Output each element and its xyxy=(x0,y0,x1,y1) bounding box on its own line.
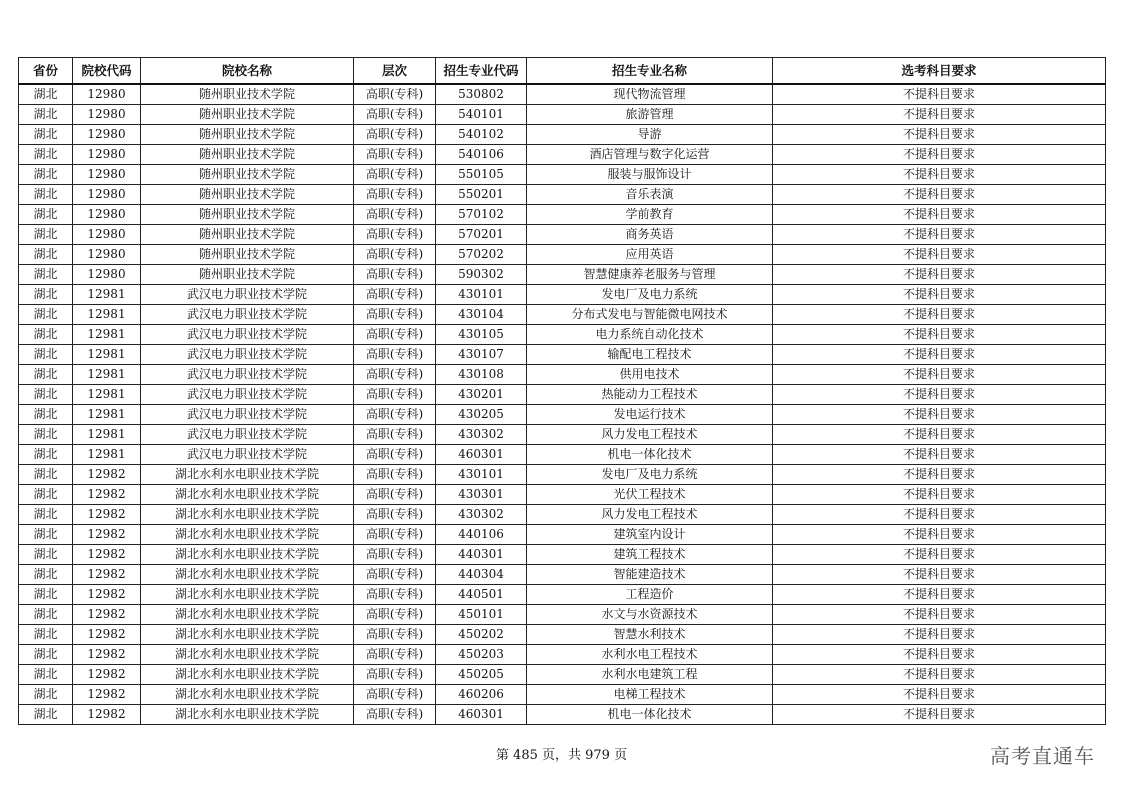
table-row xyxy=(19,145,1106,165)
school-code-cell: 12982 xyxy=(73,525,141,545)
table-row xyxy=(19,505,1106,525)
school-code-cell: 12980 xyxy=(73,105,141,125)
school-code-cell: 12982 xyxy=(73,705,141,725)
school-name-cell: 湖北水利水电职业技术学院 xyxy=(141,685,354,705)
admissions-table xyxy=(18,57,1106,725)
province-cell: 湖北 xyxy=(19,365,73,385)
table-row xyxy=(19,325,1106,345)
school-name-cell: 随州职业技术学院 xyxy=(141,185,354,205)
school-code-cell: 12982 xyxy=(73,585,141,605)
subject-requirement-cell: 不提科目要求 xyxy=(773,505,1106,525)
province-cell: 湖北 xyxy=(19,585,73,605)
school-code-cell: 12982 xyxy=(73,605,141,625)
level-cell: 高职(专科) xyxy=(354,305,436,325)
table-row xyxy=(19,265,1106,285)
table-row xyxy=(19,585,1106,605)
school-code-cell: 12981 xyxy=(73,425,141,445)
major-name-cell: 酒店管理与数字化运营 xyxy=(527,145,773,165)
level-cell: 高职(专科) xyxy=(354,545,436,565)
major-name-cell: 发电厂及电力系统 xyxy=(527,285,773,305)
subject-requirement-cell: 不提科目要求 xyxy=(773,245,1106,265)
major-code-cell: 460301 xyxy=(436,705,527,725)
subject-requirement-cell: 不提科目要求 xyxy=(773,165,1106,185)
table-row xyxy=(19,305,1106,325)
province-cell: 湖北 xyxy=(19,685,73,705)
major-name-cell: 现代物流管理 xyxy=(527,84,773,105)
major-code-cell: 430104 xyxy=(436,305,527,325)
school-name-cell: 武汉电力职业技术学院 xyxy=(141,365,354,385)
header-major-name: 招生专业名称 xyxy=(527,58,773,85)
level-cell: 高职(专科) xyxy=(354,365,436,385)
page-number: 第 485 页，共 979 页 xyxy=(495,748,628,763)
level-cell: 高职(专科) xyxy=(354,84,436,105)
subject-requirement-cell: 不提科目要求 xyxy=(773,545,1106,565)
header-school-name: 院校名称 xyxy=(141,58,354,85)
subject-requirement-cell: 不提科目要求 xyxy=(773,325,1106,345)
school-code-cell: 12982 xyxy=(73,645,141,665)
major-name-cell: 发电运行技术 xyxy=(527,405,773,425)
table-row xyxy=(19,705,1106,725)
major-code-cell: 430302 xyxy=(436,425,527,445)
province-cell: 湖北 xyxy=(19,125,73,145)
major-name-cell: 风力发电工程技术 xyxy=(527,425,773,445)
school-code-cell: 12980 xyxy=(73,185,141,205)
province-cell: 湖北 xyxy=(19,405,73,425)
major-name-cell: 导游 xyxy=(527,125,773,145)
school-name-cell: 湖北水利水电职业技术学院 xyxy=(141,645,354,665)
major-code-cell: 570202 xyxy=(436,245,527,265)
school-name-cell: 湖北水利水电职业技术学院 xyxy=(141,485,354,505)
table-row xyxy=(19,405,1106,425)
school-code-cell: 12981 xyxy=(73,345,141,365)
level-cell: 高职(专科) xyxy=(354,225,436,245)
major-code-cell: 460206 xyxy=(436,685,527,705)
school-name-cell: 随州职业技术学院 xyxy=(141,205,354,225)
major-code-cell: 570201 xyxy=(436,225,527,245)
major-code-cell: 440106 xyxy=(436,525,527,545)
school-code-cell: 12982 xyxy=(73,485,141,505)
major-name-cell: 水利水电建筑工程 xyxy=(527,665,773,685)
subject-requirement-cell: 不提科目要求 xyxy=(773,145,1106,165)
level-cell: 高职(专科) xyxy=(354,105,436,125)
school-name-cell: 武汉电力职业技术学院 xyxy=(141,445,354,465)
school-code-cell: 12981 xyxy=(73,285,141,305)
table-row xyxy=(19,685,1106,705)
table-row xyxy=(19,645,1106,665)
school-name-cell: 湖北水利水电职业技术学院 xyxy=(141,525,354,545)
level-cell: 高职(专科) xyxy=(354,645,436,665)
school-name-cell: 湖北水利水电职业技术学院 xyxy=(141,565,354,585)
school-name-cell: 武汉电力职业技术学院 xyxy=(141,285,354,305)
table-row xyxy=(19,365,1106,385)
major-name-cell: 发电厂及电力系统 xyxy=(527,465,773,485)
level-cell: 高职(专科) xyxy=(354,385,436,405)
major-name-cell: 供用电技术 xyxy=(527,365,773,385)
major-name-cell: 旅游管理 xyxy=(527,105,773,125)
school-code-cell: 12980 xyxy=(73,265,141,285)
level-cell: 高职(专科) xyxy=(354,525,436,545)
school-code-cell: 12980 xyxy=(73,84,141,105)
school-code-cell: 12980 xyxy=(73,145,141,165)
level-cell: 高职(专科) xyxy=(354,685,436,705)
level-cell: 高职(专科) xyxy=(354,345,436,365)
subject-requirement-cell: 不提科目要求 xyxy=(773,465,1106,485)
subject-requirement-cell: 不提科目要求 xyxy=(773,685,1106,705)
province-cell: 湖北 xyxy=(19,205,73,225)
school-code-cell: 12980 xyxy=(73,165,141,185)
school-name-cell: 随州职业技术学院 xyxy=(141,145,354,165)
school-name-cell: 湖北水利水电职业技术学院 xyxy=(141,665,354,685)
table-row xyxy=(19,485,1106,505)
school-code-cell: 12981 xyxy=(73,445,141,465)
major-code-cell: 440304 xyxy=(436,565,527,585)
school-code-cell: 12981 xyxy=(73,385,141,405)
province-cell: 湖北 xyxy=(19,265,73,285)
province-cell: 湖北 xyxy=(19,705,73,725)
school-name-cell: 湖北水利水电职业技术学院 xyxy=(141,505,354,525)
major-code-cell: 430205 xyxy=(436,405,527,425)
province-cell: 湖北 xyxy=(19,345,73,365)
major-code-cell: 440501 xyxy=(436,585,527,605)
level-cell: 高职(专科) xyxy=(354,165,436,185)
major-code-cell: 430108 xyxy=(436,365,527,385)
level-cell: 高职(专科) xyxy=(354,185,436,205)
major-name-cell: 机电一体化技术 xyxy=(527,445,773,465)
major-name-cell: 风力发电工程技术 xyxy=(527,505,773,525)
subject-requirement-cell: 不提科目要求 xyxy=(773,425,1106,445)
major-code-cell: 570102 xyxy=(436,205,527,225)
province-cell: 湖北 xyxy=(19,325,73,345)
province-cell: 湖北 xyxy=(19,465,73,485)
school-name-cell: 湖北水利水电职业技术学院 xyxy=(141,585,354,605)
school-name-cell: 湖北水利水电职业技术学院 xyxy=(141,705,354,725)
table-row xyxy=(19,285,1106,305)
subject-requirement-cell: 不提科目要求 xyxy=(773,565,1106,585)
school-name-cell: 湖北水利水电职业技术学院 xyxy=(141,605,354,625)
subject-requirement-cell: 不提科目要求 xyxy=(773,285,1106,305)
school-code-cell: 12982 xyxy=(73,465,141,485)
subject-requirement-cell: 不提科目要求 xyxy=(773,84,1106,105)
major-code-cell: 430201 xyxy=(436,385,527,405)
level-cell: 高职(专科) xyxy=(354,245,436,265)
major-code-cell: 430301 xyxy=(436,485,527,505)
subject-requirement-cell: 不提科目要求 xyxy=(773,385,1106,405)
table-header-row xyxy=(19,58,1106,85)
table-row xyxy=(19,345,1106,365)
major-name-cell: 服装与服饰设计 xyxy=(527,165,773,185)
province-cell: 湖北 xyxy=(19,525,73,545)
school-name-cell: 武汉电力职业技术学院 xyxy=(141,325,354,345)
level-cell: 高职(专科) xyxy=(354,505,436,525)
header-province: 省份 xyxy=(19,58,73,85)
province-cell: 湖北 xyxy=(19,385,73,405)
school-name-cell: 随州职业技术学院 xyxy=(141,105,354,125)
province-cell: 湖北 xyxy=(19,305,73,325)
header-level: 层次 xyxy=(354,58,436,85)
table-row xyxy=(19,225,1106,245)
school-code-cell: 12980 xyxy=(73,125,141,145)
school-name-cell: 武汉电力职业技术学院 xyxy=(141,345,354,365)
major-name-cell: 建筑室内设计 xyxy=(527,525,773,545)
level-cell: 高职(专科) xyxy=(354,325,436,345)
level-cell: 高职(专科) xyxy=(354,705,436,725)
level-cell: 高职(专科) xyxy=(354,425,436,445)
province-cell: 湖北 xyxy=(19,625,73,645)
table-row xyxy=(19,165,1106,185)
province-cell: 湖北 xyxy=(19,105,73,125)
level-cell: 高职(专科) xyxy=(354,465,436,485)
subject-requirement-cell: 不提科目要求 xyxy=(773,625,1106,645)
province-cell: 湖北 xyxy=(19,545,73,565)
header-subject-requirement: 选考科目要求 xyxy=(773,58,1106,85)
major-name-cell: 分布式发电与智能微电网技术 xyxy=(527,305,773,325)
subject-requirement-cell: 不提科目要求 xyxy=(773,125,1106,145)
school-code-cell: 12981 xyxy=(73,305,141,325)
major-code-cell: 430101 xyxy=(436,285,527,305)
province-cell: 湖北 xyxy=(19,165,73,185)
school-code-cell: 12982 xyxy=(73,565,141,585)
table-row xyxy=(19,525,1106,545)
major-name-cell: 工程造价 xyxy=(527,585,773,605)
table-row xyxy=(19,84,1106,105)
major-code-cell: 440301 xyxy=(436,545,527,565)
level-cell: 高职(专科) xyxy=(354,405,436,425)
school-name-cell: 随州职业技术学院 xyxy=(141,245,354,265)
major-name-cell: 热能动力工程技术 xyxy=(527,385,773,405)
subject-requirement-cell: 不提科目要求 xyxy=(773,645,1106,665)
subject-requirement-cell: 不提科目要求 xyxy=(773,345,1106,365)
school-name-cell: 武汉电力职业技术学院 xyxy=(141,405,354,425)
table-row xyxy=(19,185,1106,205)
major-code-cell: 530802 xyxy=(436,84,527,105)
school-code-cell: 12982 xyxy=(73,545,141,565)
school-code-cell: 12980 xyxy=(73,205,141,225)
level-cell: 高职(专科) xyxy=(354,265,436,285)
major-name-cell: 水文与水资源技术 xyxy=(527,605,773,625)
school-name-cell: 武汉电力职业技术学院 xyxy=(141,305,354,325)
school-name-cell: 湖北水利水电职业技术学院 xyxy=(141,625,354,645)
school-code-cell: 12982 xyxy=(73,665,141,685)
school-code-cell: 12982 xyxy=(73,505,141,525)
major-name-cell: 学前教育 xyxy=(527,205,773,225)
table-row xyxy=(19,125,1106,145)
school-code-cell: 12981 xyxy=(73,325,141,345)
major-code-cell: 590302 xyxy=(436,265,527,285)
level-cell: 高职(专科) xyxy=(354,565,436,585)
province-cell: 湖北 xyxy=(19,84,73,105)
school-code-cell: 12980 xyxy=(73,225,141,245)
major-name-cell: 音乐表演 xyxy=(527,185,773,205)
school-code-cell: 12980 xyxy=(73,245,141,265)
major-name-cell: 输配电工程技术 xyxy=(527,345,773,365)
major-name-cell: 水利水电工程技术 xyxy=(527,645,773,665)
watermark-text: 高考直通车 xyxy=(990,744,1095,768)
level-cell: 高职(专科) xyxy=(354,605,436,625)
major-code-cell: 550105 xyxy=(436,165,527,185)
table-row xyxy=(19,565,1106,585)
table-row xyxy=(19,245,1106,265)
subject-requirement-cell: 不提科目要求 xyxy=(773,585,1106,605)
table-row xyxy=(19,425,1106,445)
subject-requirement-cell: 不提科目要求 xyxy=(773,605,1106,625)
province-cell: 湖北 xyxy=(19,645,73,665)
table-row xyxy=(19,205,1106,225)
level-cell: 高职(专科) xyxy=(354,665,436,685)
major-code-cell: 430105 xyxy=(436,325,527,345)
school-name-cell: 随州职业技术学院 xyxy=(141,125,354,145)
major-name-cell: 电梯工程技术 xyxy=(527,685,773,705)
table-row xyxy=(19,665,1106,685)
province-cell: 湖北 xyxy=(19,485,73,505)
level-cell: 高职(专科) xyxy=(354,125,436,145)
subject-requirement-cell: 不提科目要求 xyxy=(773,405,1106,425)
major-code-cell: 540106 xyxy=(436,145,527,165)
province-cell: 湖北 xyxy=(19,425,73,445)
school-name-cell: 湖北水利水电职业技术学院 xyxy=(141,545,354,565)
major-code-cell: 550201 xyxy=(436,185,527,205)
subject-requirement-cell: 不提科目要求 xyxy=(773,445,1106,465)
level-cell: 高职(专科) xyxy=(354,625,436,645)
level-cell: 高职(专科) xyxy=(354,285,436,305)
school-code-cell: 12981 xyxy=(73,405,141,425)
table-row xyxy=(19,625,1106,645)
level-cell: 高职(专科) xyxy=(354,145,436,165)
table-row xyxy=(19,105,1106,125)
major-code-cell: 450203 xyxy=(436,645,527,665)
subject-requirement-cell: 不提科目要求 xyxy=(773,225,1106,245)
province-cell: 湖北 xyxy=(19,665,73,685)
school-name-cell: 随州职业技术学院 xyxy=(141,165,354,185)
subject-requirement-cell: 不提科目要求 xyxy=(773,105,1106,125)
subject-requirement-cell: 不提科目要求 xyxy=(773,665,1106,685)
major-code-cell: 450101 xyxy=(436,605,527,625)
province-cell: 湖北 xyxy=(19,605,73,625)
table-row xyxy=(19,605,1106,625)
subject-requirement-cell: 不提科目要求 xyxy=(773,525,1106,545)
major-code-cell: 430302 xyxy=(436,505,527,525)
major-name-cell: 智慧水利技术 xyxy=(527,625,773,645)
province-cell: 湖北 xyxy=(19,565,73,585)
major-name-cell: 智能建造技术 xyxy=(527,565,773,585)
header-major-code: 招生专业代码 xyxy=(436,58,527,85)
table-row xyxy=(19,545,1106,565)
major-code-cell: 540102 xyxy=(436,125,527,145)
level-cell: 高职(专科) xyxy=(354,205,436,225)
province-cell: 湖北 xyxy=(19,185,73,205)
major-name-cell: 机电一体化技术 xyxy=(527,705,773,725)
school-name-cell: 武汉电力职业技术学院 xyxy=(141,425,354,445)
subject-requirement-cell: 不提科目要求 xyxy=(773,265,1106,285)
school-name-cell: 随州职业技术学院 xyxy=(141,84,354,105)
school-code-cell: 12982 xyxy=(73,625,141,645)
level-cell: 高职(专科) xyxy=(354,445,436,465)
subject-requirement-cell: 不提科目要求 xyxy=(773,485,1106,505)
table-row xyxy=(19,445,1106,465)
school-name-cell: 随州职业技术学院 xyxy=(141,265,354,285)
major-name-cell: 建筑工程技术 xyxy=(527,545,773,565)
province-cell: 湖北 xyxy=(19,505,73,525)
school-code-cell: 12982 xyxy=(73,685,141,705)
subject-requirement-cell: 不提科目要求 xyxy=(773,305,1106,325)
subject-requirement-cell: 不提科目要求 xyxy=(773,185,1106,205)
school-name-cell: 湖北水利水电职业技术学院 xyxy=(141,465,354,485)
table-body xyxy=(19,84,1106,725)
province-cell: 湖北 xyxy=(19,445,73,465)
level-cell: 高职(专科) xyxy=(354,585,436,605)
province-cell: 湖北 xyxy=(19,245,73,265)
major-code-cell: 430101 xyxy=(436,465,527,485)
major-name-cell: 电力系统自动化技术 xyxy=(527,325,773,345)
major-name-cell: 光伏工程技术 xyxy=(527,485,773,505)
major-name-cell: 智慧健康养老服务与管理 xyxy=(527,265,773,285)
major-code-cell: 450202 xyxy=(436,625,527,645)
level-cell: 高职(专科) xyxy=(354,485,436,505)
major-name-cell: 应用英语 xyxy=(527,245,773,265)
major-code-cell: 450205 xyxy=(436,665,527,685)
province-cell: 湖北 xyxy=(19,225,73,245)
header-school-code: 院校代码 xyxy=(73,58,141,85)
province-cell: 湖北 xyxy=(19,145,73,165)
major-code-cell: 460301 xyxy=(436,445,527,465)
subject-requirement-cell: 不提科目要求 xyxy=(773,365,1106,385)
table-row xyxy=(19,385,1106,405)
school-name-cell: 随州职业技术学院 xyxy=(141,225,354,245)
subject-requirement-cell: 不提科目要求 xyxy=(773,205,1106,225)
school-code-cell: 12981 xyxy=(73,365,141,385)
school-name-cell: 武汉电力职业技术学院 xyxy=(141,385,354,405)
province-cell: 湖北 xyxy=(19,285,73,305)
subject-requirement-cell: 不提科目要求 xyxy=(773,705,1106,725)
major-code-cell: 540101 xyxy=(436,105,527,125)
major-name-cell: 商务英语 xyxy=(527,225,773,245)
table-row xyxy=(19,465,1106,485)
major-code-cell: 430107 xyxy=(436,345,527,365)
